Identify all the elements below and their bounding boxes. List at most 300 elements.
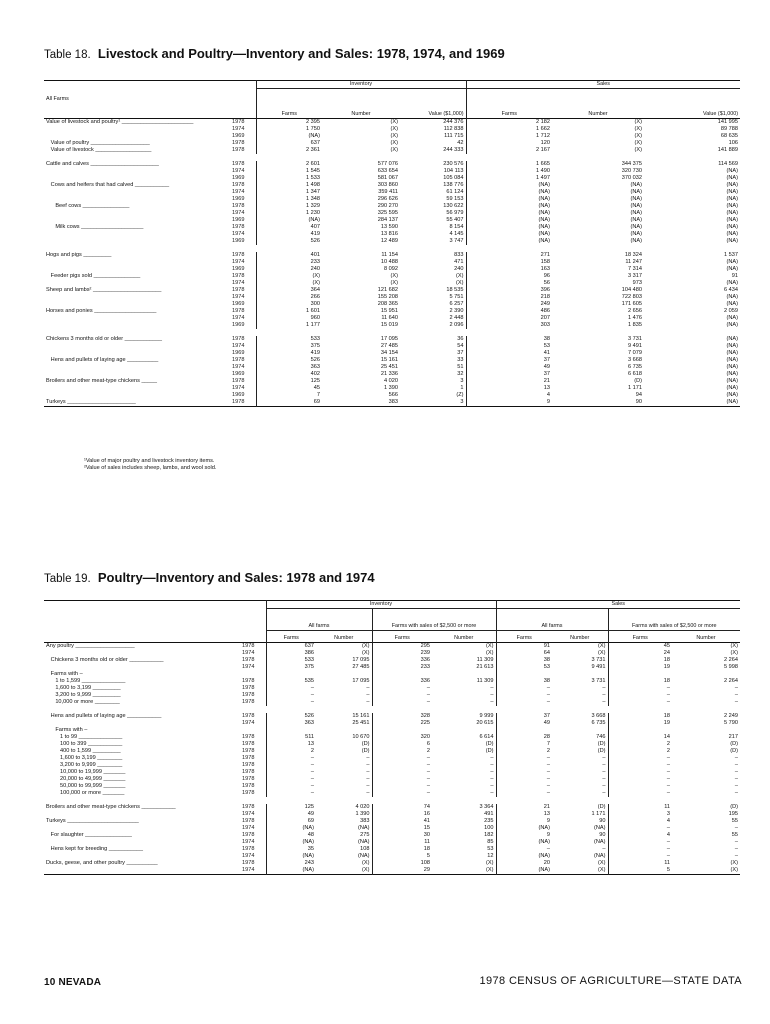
table-cell: 32 [457,370,464,377]
table-cell: 13 [266,741,316,748]
table-cell: (NA) [726,167,739,174]
footnote: ²Value of sales includes sheep, lambs, and wool sold. [84,465,217,471]
table-cell: (NA) [256,133,322,140]
table-cell: 21 613 [476,663,494,670]
table-cell: 1 497 [466,175,552,182]
table-cell: – [372,762,432,769]
table-cell: (NA) [726,209,739,216]
col-header-number: Number [570,635,590,641]
table-cell: 401 [256,252,322,259]
table-cell: 14 [608,734,672,741]
row-label: Hens kept for breeding ___________ [46,845,144,852]
page-footer-left: 10 NEVADA [44,977,102,988]
table-row [44,769,740,776]
table-cell: 125 [266,804,316,811]
table-cell: – [490,754,494,761]
table-cell: 364 [256,287,322,294]
table-cell: 1 498 [256,182,322,189]
table-cell: 249 [466,301,552,308]
table-cell: 1 835 [628,321,643,328]
table-cell: (D) [730,740,738,747]
table-cell [432,727,496,734]
table-cell: 25 451 [352,719,370,726]
row-year: 1978 [232,377,245,384]
table-cell: 1 [460,384,464,391]
table-cell: 1 347 [256,189,322,196]
table-cell: (NA) [726,335,739,342]
table-cell: (X) [362,859,370,866]
row-year: 1978 [242,733,255,740]
row-year: 1978 [242,754,255,761]
table-cell: 5 [372,853,432,860]
table-cell: 104 480 [621,286,643,293]
table-cell: 74 [372,804,432,811]
table-cell: – [266,685,316,692]
table-cell: (D) [730,803,738,810]
table-cell: 359 411 [378,188,399,195]
table-cell: 18 324 [624,251,643,258]
table-row [44,748,740,755]
row-year: 1978 [232,181,245,188]
table-18-footnotes [84,458,216,472]
table-row [44,217,740,224]
table-row [44,657,740,664]
table-cell: – [490,768,494,775]
table-cell: 1 537 [724,251,739,258]
table-cell: 4 [608,818,672,825]
col-header-farms: Farms [266,630,316,642]
table-cell: 633 654 [377,167,399,174]
table-cell: 363 [256,364,322,371]
table-cell: 2 395 [256,118,322,126]
table-cell: – [608,692,672,699]
table-row [44,154,740,161]
table-cell: 49 [266,811,316,818]
table-cell: 19 [608,720,672,727]
table-row [44,755,740,762]
table-cell [266,727,316,734]
table-cell: 35 [266,846,316,853]
table-cell: 11 309 [476,656,494,663]
table-cell: 375 [266,664,316,671]
table-row [44,336,740,343]
col-header-number: Number [351,111,371,117]
row-label: Hens and pullets of laying age __________ [46,356,159,363]
table-cell: 320 [372,734,432,741]
row-label [44,217,230,224]
table-cell: 64 [496,650,552,657]
table-row [44,727,740,734]
row-label: Milk cows ____________________ [46,223,144,230]
table-cell: 577 076 [377,160,399,167]
row-year: 1978 [242,747,255,754]
table-cell: 2 656 [628,307,643,314]
table-cell: 11 640 [381,314,399,321]
table-cell: (X) [634,118,643,125]
table-cell: (NA) [466,238,552,245]
subgroup-farms-with-sales: Farms with sales of $2,500 or more [372,608,496,630]
row-spacer [44,706,740,713]
table-row [44,867,740,875]
table-row [44,238,740,245]
table-cell: 56 979 [446,209,464,216]
table-cell: (D) [597,740,606,747]
table-cell: 217 [728,733,738,740]
table-cell: – [496,776,552,783]
table-cell: 296 626 [377,195,399,202]
table-cell: 3 731 [591,677,606,684]
table-cell: – [734,768,738,775]
row-label: Farms with – [46,726,88,733]
table-cell: (X) [390,146,399,153]
table-cell: 1 601 [256,308,322,315]
table-cell: (NA) [466,217,552,224]
row-label [44,371,230,378]
table-row [44,399,740,407]
table-row [44,846,740,853]
table-cell: 9 [496,818,552,825]
table-cell: 4 145 [449,230,464,237]
row-label: 400 to 1,599 _________ [46,747,121,754]
table-cell: (X) [390,125,399,132]
table-cell: 10 488 [380,258,399,265]
table-cell: 1 533 [256,175,322,182]
table-row [44,210,740,217]
group-header-inventory: Inventory [256,81,466,89]
row-label: Hens and pullets of laying age ___________ [46,712,162,719]
table-cell: (X) [456,279,464,286]
table-cell: 61 124 [446,188,464,195]
row-year: 1974 [232,293,245,300]
table-cell: 90 [599,817,606,824]
table-cell: 49 [496,720,552,727]
table-cell: 239 [372,650,432,657]
table-cell: (NA) [630,209,643,216]
table-row [44,231,740,238]
row-label [44,811,240,818]
table-cell: (X) [634,132,643,139]
table-row [44,294,740,301]
table-cell: 533 [256,336,322,343]
table-cell: 244 333 [443,146,464,153]
table-cell: 33 [457,356,464,363]
table-cell: 112 838 [443,125,464,132]
row-year: 1978 [242,712,255,719]
row-label: 3,200 to 9,999 _________ [46,691,121,698]
table-cell: 2 249 [724,712,738,719]
row-year: 1974 [242,810,255,817]
table-cell: (X) [456,272,464,279]
table-cell: 6 [372,741,432,748]
table-cell: 15 019 [380,321,399,328]
row-label: Horses and ponies ____________________ [46,307,157,314]
table-cell: 21 [496,804,552,811]
table-cell: 53 [466,343,552,350]
table-cell: – [734,691,738,698]
table-cell: (X) [634,139,643,146]
table-row [44,357,740,364]
table-cell: 3 [608,811,672,818]
table-cell: 396 [466,287,552,294]
table-cell: 53 [496,664,552,671]
table-cell: 155 208 [377,293,399,300]
row-year: 1974 [242,719,255,726]
table-cell: 5 790 [724,719,738,726]
table-cell: 85 [487,838,494,845]
table-cell: (D) [485,747,494,754]
table-row [44,182,740,189]
table-row [44,664,740,671]
table-cell: 1 476 [628,314,643,321]
table-cell: 526 [256,238,322,245]
table-18-body [44,118,740,406]
row-label [44,392,230,399]
table-cell: – [496,685,552,692]
table-cell: 37 [496,713,552,720]
table-cell: – [734,845,738,852]
row-year: 1978 [232,202,245,209]
row-label [44,175,230,182]
row-year: 1978 [242,782,255,789]
row-label [44,301,230,308]
table-cell: 13 [496,811,552,818]
table-cell: – [734,698,738,705]
table-cell [316,727,372,734]
table-cell: – [608,776,672,783]
table-cell: (NA) [266,867,316,875]
table-cell: – [734,754,738,761]
table-row [44,762,740,769]
table-cell: – [602,782,606,789]
table-cell: 13 590 [380,223,399,230]
footnote: ¹Value of major poultry and livestock inventory items. [84,458,215,464]
row-label [44,839,240,846]
row-year: 1969 [232,391,245,398]
table-cell: (NA) [630,237,643,244]
table-cell: 11 [372,839,432,846]
table-row [44,224,740,231]
table-cell: – [490,684,494,691]
table-cell: 55 [731,817,738,824]
table-cell: 158 [466,259,552,266]
table-cell: (NA) [726,230,739,237]
table-cell: 24 [608,650,672,657]
row-year: 1978 [232,146,245,153]
row-label: 10,000 or more ________ [46,698,120,705]
table-row [44,818,740,825]
table-cell: 386 [266,650,316,657]
table-cell: 108 [360,845,370,852]
row-label [44,343,230,350]
row-year: 1974 [242,866,255,873]
table-cell: (D) [634,377,643,384]
table-cell: (X) [390,279,399,286]
table-cell: – [496,762,552,769]
table-cell: (NA) [466,196,552,203]
table-cell: 125 [256,378,322,385]
table-cell: – [366,754,370,761]
table-cell [266,671,316,678]
col-header-value: Value ($1,000) [703,111,739,117]
table-cell: 9 [496,832,552,839]
table-cell: (NA) [726,321,739,328]
table-cell: 266 [256,294,322,301]
row-label [44,385,230,392]
table-cell: 2 264 [724,656,738,663]
row-year: 1978 [242,768,255,775]
table-cell: (NA) [466,231,552,238]
row-label: 100,000 or more _______ [46,789,125,796]
table-row [44,245,740,252]
table-cell: 3 747 [449,237,464,244]
table-cell: 746 [596,733,606,740]
table-row [44,140,740,147]
table-row [44,203,740,210]
table-cell: (NA) [726,202,739,209]
table-cell: – [734,761,738,768]
table-cell: 41 [372,818,432,825]
row-label: Ducks, geese, and other poultry __________ [46,859,158,866]
table-cell: (NA) [630,188,643,195]
table-row [44,126,740,133]
table-row [44,392,740,399]
table-cell: 244 376 [443,118,464,125]
table-cell: 16 [372,811,432,818]
table-cell: 49 [466,364,552,371]
table-cell: 973 [632,279,643,286]
row-label: Broilers and other meat-type chickens ___________ [46,803,176,810]
table-cell: – [366,768,370,775]
table-cell: – [372,692,432,699]
table-cell: 207 [466,315,552,322]
table-cell: 2 [496,748,552,755]
subgroup-all-farms: All farms [266,608,372,630]
table-cell: 18 [372,846,432,853]
table-cell: 4 020 [384,377,399,384]
table-cell: 20 [496,860,552,867]
table-cell: 320 730 [621,167,643,174]
table-cell: (NA) [726,174,739,181]
table-row [44,811,740,818]
table-cell: 11 [608,860,672,867]
table-cell: 2 059 [724,307,739,314]
table-cell [608,727,672,734]
table-cell: 9 [466,399,552,407]
table-cell: 114 569 [718,160,739,167]
row-label: Cows and heifers that had calved ___________ [46,181,170,188]
row-year: 1978 [232,272,245,279]
table-cell: 8 092 [384,265,399,272]
table-cell: 1 712 [466,133,552,140]
table-cell: (NA) [630,223,643,230]
row-label: 1,600 to 3,199 _________ [46,684,121,691]
table-row [44,322,740,329]
table-cell: – [602,754,606,761]
table-cell: 6 614 [479,733,494,740]
table-row [44,252,740,259]
table-cell: (NA) [726,391,739,398]
row-label: Chickens 3 months old or older ____________ [46,335,162,342]
table-cell: 89 788 [720,125,739,132]
table-cell: 19 [608,664,672,671]
row-year: 1978 [242,684,255,691]
row-label: Turkeys ______________________ [46,398,136,405]
table-cell: (NA) [726,370,739,377]
table-cell: 383 [388,398,399,405]
subgroup-all-farms: All farms [496,608,608,630]
table-cell: (X) [634,125,643,132]
table-cell: 2 390 [449,307,464,314]
table-row [44,671,740,678]
table-19-number: Table 19. [44,573,91,585]
table-cell: 3 [460,377,464,384]
row-spacer [44,245,740,252]
table-cell: 94 [635,391,643,398]
table-cell: (X) [634,146,643,153]
table-row [44,797,740,804]
row-label [44,189,230,196]
table-cell: (NA) [358,838,370,845]
table-cell: 1 171 [628,384,643,391]
row-label [44,210,230,217]
table-cell: – [366,684,370,691]
table-row [44,692,740,699]
table-cell: – [366,698,370,705]
table-cell: – [734,824,738,831]
row-year: 1978 [232,223,245,230]
table-cell: 29 [372,867,432,875]
table-cell: 25 451 [380,363,399,370]
table-row [44,301,740,308]
table-cell: 581 067 [377,174,399,181]
row-year: 1978 [242,740,255,747]
table-row [44,776,740,783]
table-cell: (NA) [466,224,552,231]
table-cell: 290 270 [377,202,399,209]
table-cell: 7 [256,392,322,399]
table-cell: (NA) [726,293,739,300]
table-cell: (NA) [726,342,739,349]
row-label [44,867,240,875]
table-cell: 303 [466,322,552,329]
table-cell: – [496,692,552,699]
table-cell: (NA) [266,839,316,846]
table-cell: 218 [466,294,552,301]
table-cell: 1 662 [466,126,552,133]
table-cell: – [496,755,552,762]
table-cell: 275 [360,831,370,838]
row-label [44,126,230,133]
table-cell: – [366,775,370,782]
table-cell: 9 999 [479,712,494,719]
table-cell: 344 375 [621,160,643,167]
table-cell: (X) [362,642,370,649]
table-cell: – [266,755,316,762]
table-cell: – [372,755,432,762]
row-year: 1969 [232,174,245,181]
table-cell: (NA) [630,230,643,237]
table-cell: 1 665 [466,161,552,168]
table-cell: 17 095 [352,656,370,663]
row-label: Feeder pigs sold _______________ [46,272,141,279]
table-cell: 566 [388,391,399,398]
table-cell: (NA) [466,189,552,196]
table-cell: 100 [484,824,494,831]
table-19-heading: Poultry—Inventory and Sales: 1978 and 1974 [97,570,375,585]
table-cell: 42 [457,139,464,146]
row-label [44,315,230,322]
row-label: For slaughter _______________ [46,831,132,838]
